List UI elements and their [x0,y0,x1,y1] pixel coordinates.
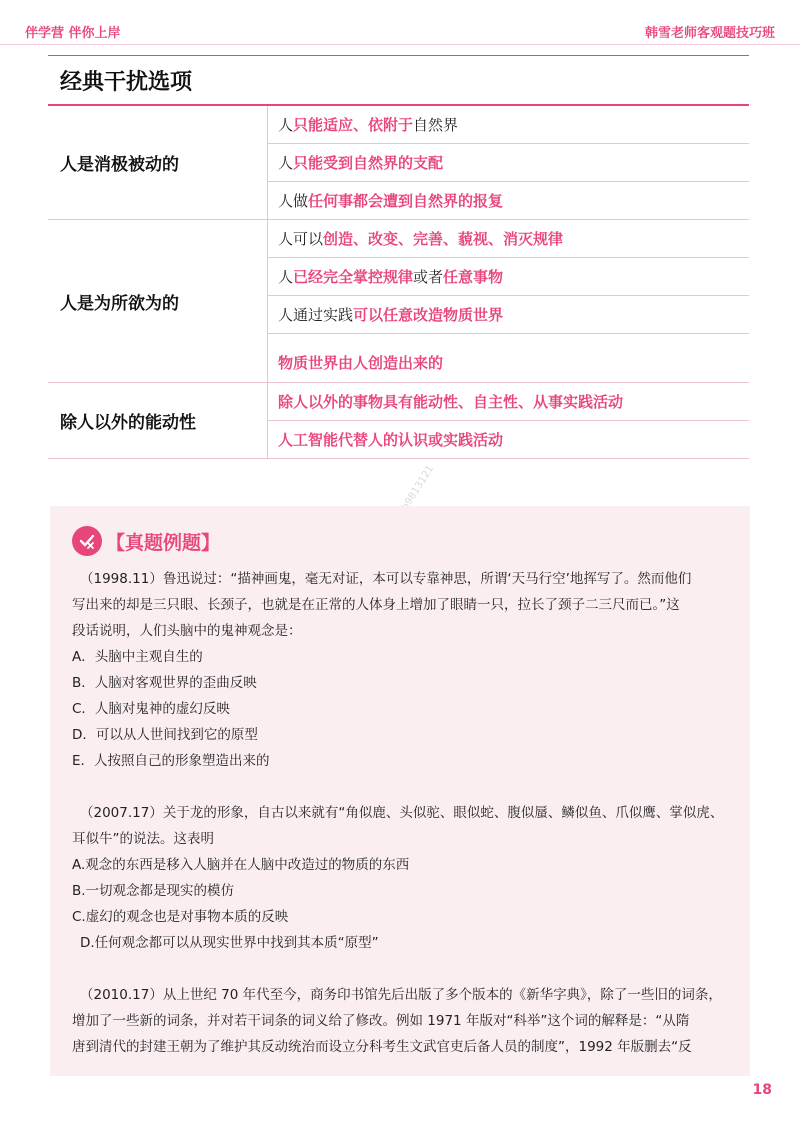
plain-text: 人 [278,268,294,286]
highlighted-text: 人工智能代替人的认识或实践活动 [278,431,504,449]
table-title-row [48,56,749,106]
plain-text: 人可以 [278,230,324,248]
highlighted-text: 可以任意改造物质世界 [353,306,504,324]
highlighted-text: 已经完全掌控规律 [293,268,414,286]
q2-option: C.虚幻的观念也是对事物本质的反映 [72,909,289,925]
q1-stem-line: （1998.11）鲁迅说过：“描神画鬼，毫无对证，本可以专靠神思，所谓‘天马行空’地挥写了。然而他们 [80,571,692,587]
table-title: 经典干扰选项 [60,69,193,95]
exam-header [72,526,220,556]
highlighted-text: 任意事物 [443,268,504,286]
header-divider [0,44,800,45]
table-group [48,106,749,220]
q3-stem-line: 增加了一些新的词条，并对若干词条的词义给了修改。例如 1971 年版对“科举”这个词的解释是：“从隋 [72,1013,690,1029]
table-groups [48,106,749,459]
table-row [268,258,749,296]
table-row [268,334,749,382]
highlighted-text: 物质世界由人创造出来的 [278,353,444,372]
plain-text: 人通过实践 [278,306,354,324]
highlighted-text: 创造、改变、完善、藐视、消灭规律 [323,230,564,248]
table-row [268,182,749,219]
table-row [268,144,749,182]
header-left-brand: 伴学营 伴你上岸 [25,26,121,41]
highlighted-text: 除人以外的事物具有能动性、自主性、从事实践活动 [278,393,624,411]
exam-title: 【真题例题】 [106,531,221,554]
q3-stem-line: 唐到清代的封建王朝为了维护其反动统治而设立分科考生文武官吏后备人员的制度”，1992 年版删去“反 [72,1039,692,1055]
q1-option: A．头脑中主观自生的 [72,649,203,665]
plain-text: 人做 [278,192,309,210]
group-items [268,220,749,382]
q2-option: B.一切观念都是现实的模仿 [72,883,235,899]
q1-option: C．人脑对鬼神的虚幻反映 [72,701,230,717]
highlighted-text: 只能受到自然界的支配 [293,154,444,172]
table-row [268,220,749,258]
plain-text: 人 [278,116,294,134]
exam-body [72,566,732,1060]
q2-stem-line: 耳似牛”的说法。这表明 [72,831,214,847]
highlighted-text: 只能适应、依附于 [293,116,414,134]
q3-stem-line: （2010.17）从上世纪 70 年代至今，商务印书馆先后出版了多个版本的《新华字典》，除了一些旧的词条， [80,987,722,1003]
highlighted-text: 任何事都会遭到自然界的报复 [308,192,504,210]
group-items [268,383,749,458]
exam-badge-icon [72,526,102,556]
q1-option: D．可以从人世间找到它的原型 [72,727,258,743]
group-label: 除人以外的能动性 [48,383,268,458]
group-items [268,106,749,219]
plain-text: 人 [278,154,294,172]
plain-text: 自然界 [413,116,459,134]
q2-option: A.观念的东西是移入人脑并在人脑中改造过的物质的东西 [72,857,410,873]
table-row [268,383,749,421]
group-label: 人是为所欲为的 [48,220,268,382]
table-group [48,220,749,383]
q2-option: D.任何观念都可以从现实世界中找到其本质“原型” [80,935,379,951]
distractor-table [48,55,749,459]
table-row [268,296,749,334]
table-group [48,383,749,459]
q2-stem-line: （2007.17）关于龙的形象，自古以来就有“角似鹿、头似驼、眼似蛇、腹似蜃、鳞似鱼、爪似鹰、掌似虎、 [80,805,724,821]
group-label: 人是消极被动的 [48,106,268,219]
q1-option: E．人按照自己的形象塑造出来的 [72,753,270,769]
header-right-course: 韩雪老师客观题技巧班 [644,26,775,41]
plain-text: 或者 [413,268,444,286]
table-row [268,106,749,144]
table-row [268,421,749,458]
exam-section [50,506,750,1076]
q1-stem-line: 段话说明，人们头脑中的鬼神观念是： [72,623,302,639]
page-number: 18 [752,1082,772,1098]
q1-option: B．人脑对客观世界的歪曲反映 [72,675,257,691]
q1-stem-line: 写出来的却是三只眼、长颈子，也就是在正常的人体身上增加了眼睛一只，拉长了颈子二三尺而已。”这 [72,597,680,613]
